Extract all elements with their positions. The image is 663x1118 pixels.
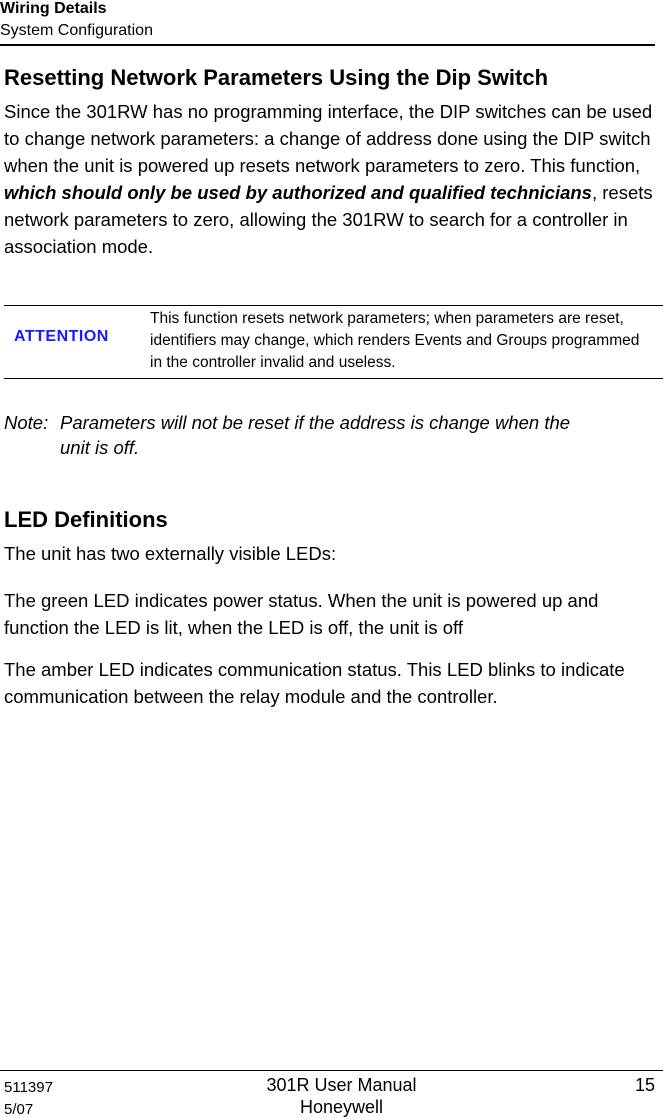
section-title-led: LED Definitions — [4, 507, 168, 532]
section-title-dip-switch: Resetting Network Parameters Using the Dip Switch — [4, 65, 549, 90]
note-line2: unit is off. — [60, 437, 140, 458]
footer-brand: Honeywell — [299, 1097, 384, 1117]
dip-para-part1: Since the 301RW has no programming interface, the DIP switches can be used to change network parameters: a change of address done using the DIP switch when the unit is powered up resets network parameters to zero. This function, — [4, 101, 653, 176]
attention-label: ATTENTION — [14, 328, 109, 345]
green-led-paragraph: The green LED indicates power status. When the unit is powered up and function the LED is lit, when the LED is off, the unit is off — [4, 590, 599, 638]
amber-led-paragraph: The amber LED indicates communication status. This LED blinks to indicate communication between the relay module and the controller. — [4, 659, 625, 707]
attention-box — [4, 305, 663, 379]
dip-switch-paragraph — [4, 98, 660, 260]
dip-para-part2: , resets network parameters to zero, allowing the 301RW to search for a controller in association mode. — [4, 182, 653, 257]
footer-doc-number: 511397 — [4, 1079, 53, 1096]
page-header — [0, 0, 655, 46]
header-section: Wiring Details — [0, 0, 107, 17]
note-line1: Parameters will not be reset if the address is change when the — [60, 412, 571, 433]
led-intro-paragraph: The unit has two externally visible LEDs: — [4, 543, 337, 564]
note-block — [4, 410, 660, 460]
dip-para-emphasis: which should only be used by authorized and qualified technicians — [4, 182, 592, 203]
footer-date: 5/07 — [4, 1101, 34, 1118]
attention-text: This function resets network parameters; when parameters are reset, identifiers may change, which renders Events and Groups programmed in the controller invalid and useless. — [150, 310, 640, 371]
footer-page-number: 15 — [634, 1075, 655, 1095]
note-label: Note: — [4, 412, 49, 433]
page-footer — [0, 1070, 663, 1118]
header-subsection: System Configuration — [0, 22, 153, 39]
footer-manual-title: 301R User Manual — [266, 1075, 417, 1095]
